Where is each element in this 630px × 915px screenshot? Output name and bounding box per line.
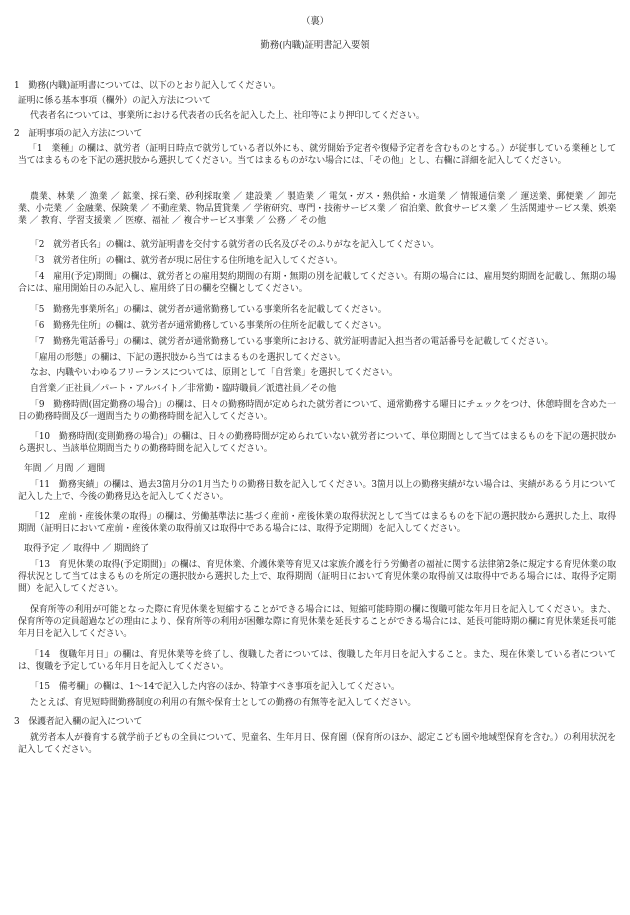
item-13-childcare-leave: 「13 育児休業の取得(予定期間)」の欄は、育児休業、介護休業等育児又は家族介護を行う労働者の福祉に関する法律第2条に規定する育児休業の取得状況として当てはまるものを所定の選択肢から選択した上で、取得期間（証明日において育児休業の取得前又は取得中である場合には、取得予定期間）を記入してください。 <box>18 560 616 594</box>
item-7-workplace-phone: 「7 勤務先電話番号」の欄は、就労者が通常勤務している事業所における、就労証明書記入担当者の電話番号を記載してください。 <box>30 337 554 347</box>
item-5-workplace-name: 「5 勤務先事業所名」の欄は、就労者が通常勤務している事業所名を記載してください。 <box>30 305 387 315</box>
item-9-fixed-hours: 「9 勤務時間(固定勤務の場合)」の欄は、日々の勤務時間が定められた就労者について、通常勤務する曜日にチェックをつけ、休憩時間を含めた一日の勤務時間及び一週間当たりの勤務時間を記入してください。 <box>18 400 616 422</box>
freelance-note: なお、内職やいわゆるフリーランスについては、原則として「自営業」を選択してください。 <box>30 368 398 378</box>
item-11-work-record: 「11 勤務実績」の欄は、過去3箇月分の1月当たりの勤務日数を記入してください。3箇月以上の勤務実績がない場合は、実績があるう月について記入した上で、今後の勤務見込を記入してください。 <box>18 480 616 502</box>
item-12-maternity-leave: 「12 産前・産後休業の取得」の欄は、労働基準法に基づく産前・産後休業の取得状況として当てはまるものを下記の選択肢から選択した上、取得期間（証明日において産前・産後休業の取得前又は取得中である場合には、取得予定期間）を記入してください。 <box>18 512 616 534</box>
back-side-label: （裏） <box>301 16 329 27</box>
employment-type-options: 自営業／正社員／パート・アルバイト／非常勤・臨時職員／派遣社員／その他 <box>30 384 337 394</box>
section-1-heading: 1 勤務(内職)証明書については、以下のとおり記入してください。 <box>14 81 281 91</box>
item-1-industry: 「1 業種」の欄は、就労者（証明日時点で就労している者以外にも、就労開始予定者や復帰予定者を含むものとする。）が従事している業種として当てはまるものを下記の選択肢から選択してください。当てはまるものがない場合には、「その他」とし、右欄に詳細を記入してください。 <box>18 144 616 166</box>
leave-status-options: 取得予定 ／ 取得中 ／ 期間終了 <box>24 544 149 554</box>
basic-items-heading: 証明に係る基本事項（欄外）の記入方法について <box>18 96 211 106</box>
item-3-address: 「3 就労者住所」の欄は、就労者が現に居住する住所地を記入してください。 <box>30 256 343 266</box>
period-options: 年間 ／ 月間 ／ 週間 <box>24 464 106 474</box>
leave-shorten-extend-note: 保育所等の利用が可能となった際に育児休業を短縮することができる場合には、短縮可能時期の欄に復職可能な年月日を記入してください。また、保育所等の定員超過などの理由により、保育所等の利用が困難な際に育児休業を延長することができる場合には、延長可能時期の欄に育児休業延長可能年月日を記入してください。 <box>18 605 616 639</box>
industry-options: 農業、林業 ／ 漁業 ／ 鉱業、採石業、砂利採取業 ／ 建設業 ／ 製造業 ／ 電気・ガス・熱供給・水道業 ／ 情報通信業 ／ 運送業、郵便業 ／ 卸売業、小売業 ／ 金融業、保険業 ／ 不動産業、物品賃貸業 ／ 学術研究、専門・技術サービス業 ／ 宿泊業、飲食サービス業 ／ 生活関連サービス業、娯楽業 ／ 教育、学習支援業 ／ 医療、福祉 ／ 複合サービス事業 ／ 公務 ／ その他 <box>18 192 616 226</box>
item-14-return-date: 「14 復職年月日」の欄は、育児休業等を終了し、復職した者については、復職した年月日を記入すること。また、現在休業している者については、復職を予定している年月日を記入してください。 <box>18 650 616 672</box>
item-4-employment-period: 「4 雇用(予定)期間」の欄は、就労者との雇用契約期間の有期・無期の別を記載してください。有期の場合には、雇用契約期間を記載し、無期の場合には、雇用開始日のみ記入し、雇用終了日の欄を空欄としてください。 <box>18 272 616 294</box>
remarks-example: たとえば、育児短時間勤務制度の利用の有無や保育士としての勤務の有無等を記入してください。 <box>30 698 417 708</box>
section-3-heading: 3 保護者記入欄の記入について <box>14 717 143 727</box>
item-15-remarks: 「15 備考欄」の欄は、1〜14で記入した内容のほか、特筆すべき事項を記入してください。 <box>30 682 400 692</box>
employment-type-note: 「雇用の形態」の欄は、下記の選択肢から当てはまるものを選択してください。 <box>30 353 346 363</box>
document-title: 勤務(内職)証明書記入要領 <box>260 40 370 51</box>
representative-note: 代表者名については、事業所における代表者の氏名を記入した上、社印等により押印してください。 <box>30 111 425 121</box>
section-2-heading: 2 証明事項の記入方法について <box>14 129 143 139</box>
item-6-workplace-address: 「6 勤務先住所」の欄は、就労者が通常勤務している事業所の住所を記載してください。 <box>30 321 387 331</box>
item-2-name: 「2 就労者氏名」の欄は、就労証明書を交付する就労者の氏名及びそのふりがなを記入してください。 <box>30 240 440 250</box>
item-10-variable-hours: 「10 勤務時間(変則勤務の場合)」の欄は、日々の勤務時間が定められていない就労者について、単位期間として当てはまるものを下記の選択肢から選択し、当該単位期間当たりの勤務時間を記入してください。 <box>18 432 616 454</box>
guardian-section-note: 就労者本人が養育する就学前子どもの全員について、児童名、生年月日、保育園（保育所のほか、認定こども園や地域型保育を含む。）の利用状況を記入してください。 <box>18 733 616 755</box>
